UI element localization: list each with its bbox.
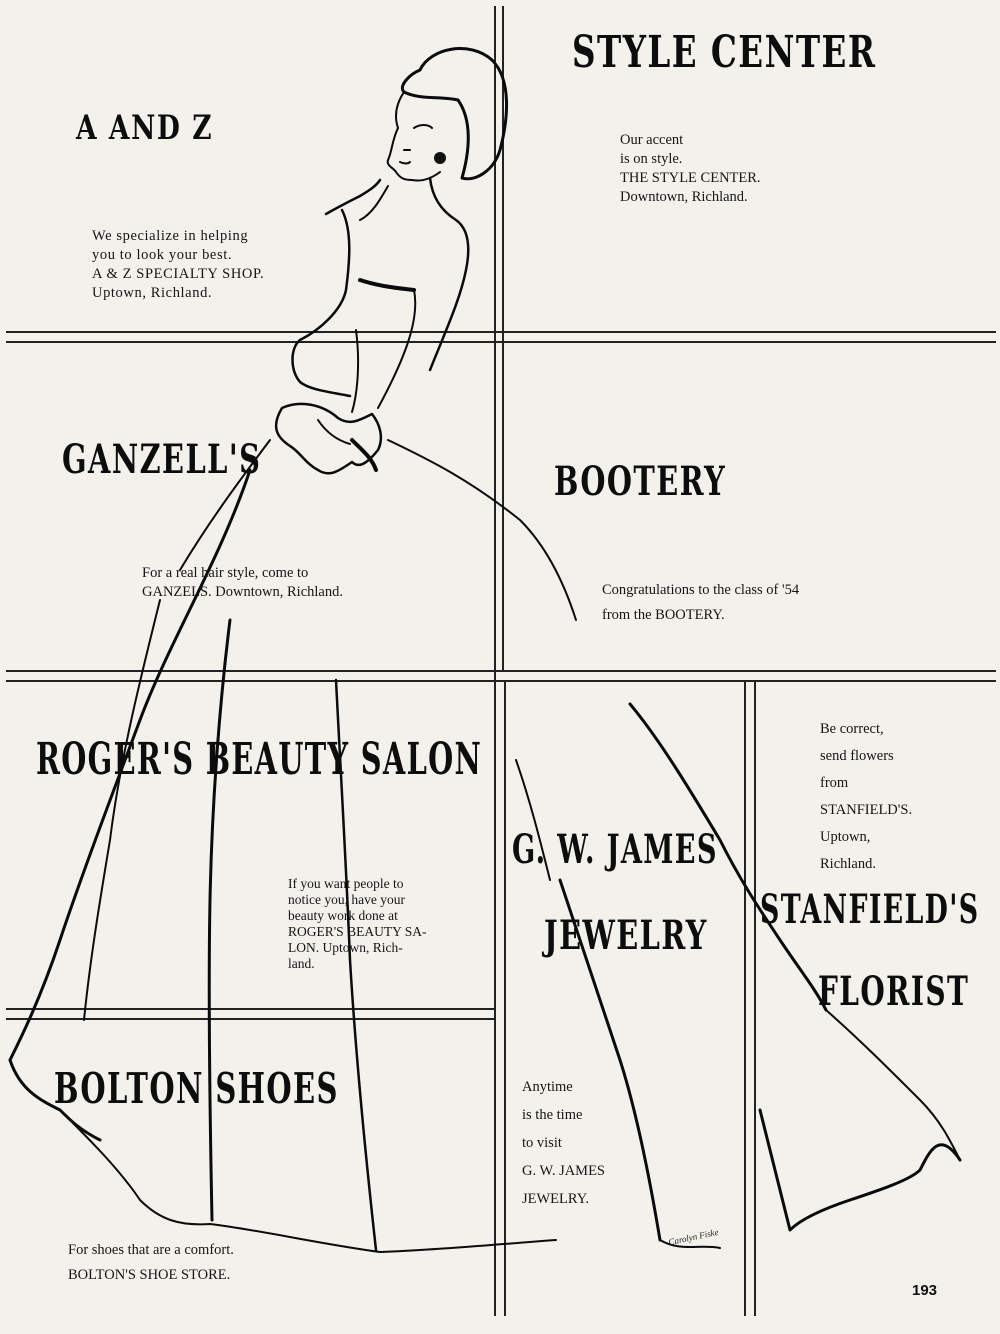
ad-line: Downtown, Richland.	[620, 189, 748, 205]
ad-headline-a-and-z: A AND Z	[76, 108, 214, 148]
ad-line: notice you, have your	[288, 892, 405, 907]
artist-signature: Carolyn Fiske	[667, 1226, 720, 1248]
ad-line: is on style.	[620, 151, 683, 167]
ad-headline-stanfields: STANFIELD'S	[760, 886, 980, 933]
ad-headline-rogers: ROGER'S BEAUTY SALON	[36, 734, 483, 785]
ad-line: from the BOOTERY.	[602, 607, 725, 623]
ad-line: LON. Uptown, Rich-	[288, 940, 403, 955]
ad-line: ROGER'S BEAUTY SA-	[288, 924, 427, 939]
ad-line: Richland.	[820, 856, 876, 872]
ad-line: Congratulations to the class of '54	[602, 582, 800, 598]
ad-line: For a real hair style, come to	[142, 565, 309, 581]
ad-line: Uptown,	[820, 829, 871, 845]
ad-headline-florist: FLORIST	[818, 968, 970, 1015]
ad-line: from	[820, 775, 849, 791]
ad-line: GANZELS. Downtown, Richland.	[142, 584, 343, 600]
ad-line: JEWELRY.	[522, 1191, 589, 1207]
ad-headline-gw-james: G. W. JAMES	[512, 826, 718, 873]
ad-line: STANFIELD'S.	[820, 802, 913, 818]
ad-line: is the time	[522, 1107, 583, 1123]
ad-line: Our accent	[620, 132, 684, 148]
ad-body-style-center	[620, 131, 761, 207]
ad-line: We specialize in helping	[92, 228, 249, 244]
ad-line: you to look your best.	[92, 247, 233, 263]
ad-headline-style-center: STYLE CENTER	[572, 27, 877, 78]
ad-line: Uptown, Richland.	[92, 285, 213, 301]
ad-body-gw-james	[522, 1073, 605, 1213]
ad-line: For shoes that are a comfort.	[68, 1242, 234, 1258]
ad-line: to visit	[522, 1135, 562, 1151]
page-number: 193	[912, 1282, 938, 1299]
ad-body-stanfields	[820, 716, 912, 878]
ad-body-bolton	[68, 1238, 234, 1288]
ad-line: send flowers	[820, 748, 894, 764]
ad-line: THE STYLE CENTER.	[620, 170, 761, 186]
ad-line: G. W. JAMES	[522, 1163, 605, 1179]
ad-body-ganzells	[142, 564, 343, 602]
ad-headline-bootery: BOOTERY	[554, 458, 727, 505]
ad-body-bootery	[602, 578, 799, 628]
ad-line: A & Z SPECIALTY SHOP.	[92, 266, 265, 282]
ad-headline-bolton: BOLTON SHOES	[54, 1064, 339, 1113]
ad-line: If you want people to	[288, 876, 404, 891]
ad-line: beauty work done at	[288, 908, 398, 923]
ad-line: Be correct,	[820, 721, 884, 737]
ad-headline-ganzells: GANZELL'S	[62, 436, 262, 483]
ad-body-a-and-z	[92, 227, 264, 303]
ad-line: land.	[288, 956, 315, 971]
ad-line: BOLTON'S SHOE STORE.	[68, 1267, 231, 1283]
ad-body-rogers	[288, 876, 426, 972]
ad-headline-jewelry: JEWELRY	[544, 912, 708, 959]
ad-line: Anytime	[522, 1079, 573, 1095]
